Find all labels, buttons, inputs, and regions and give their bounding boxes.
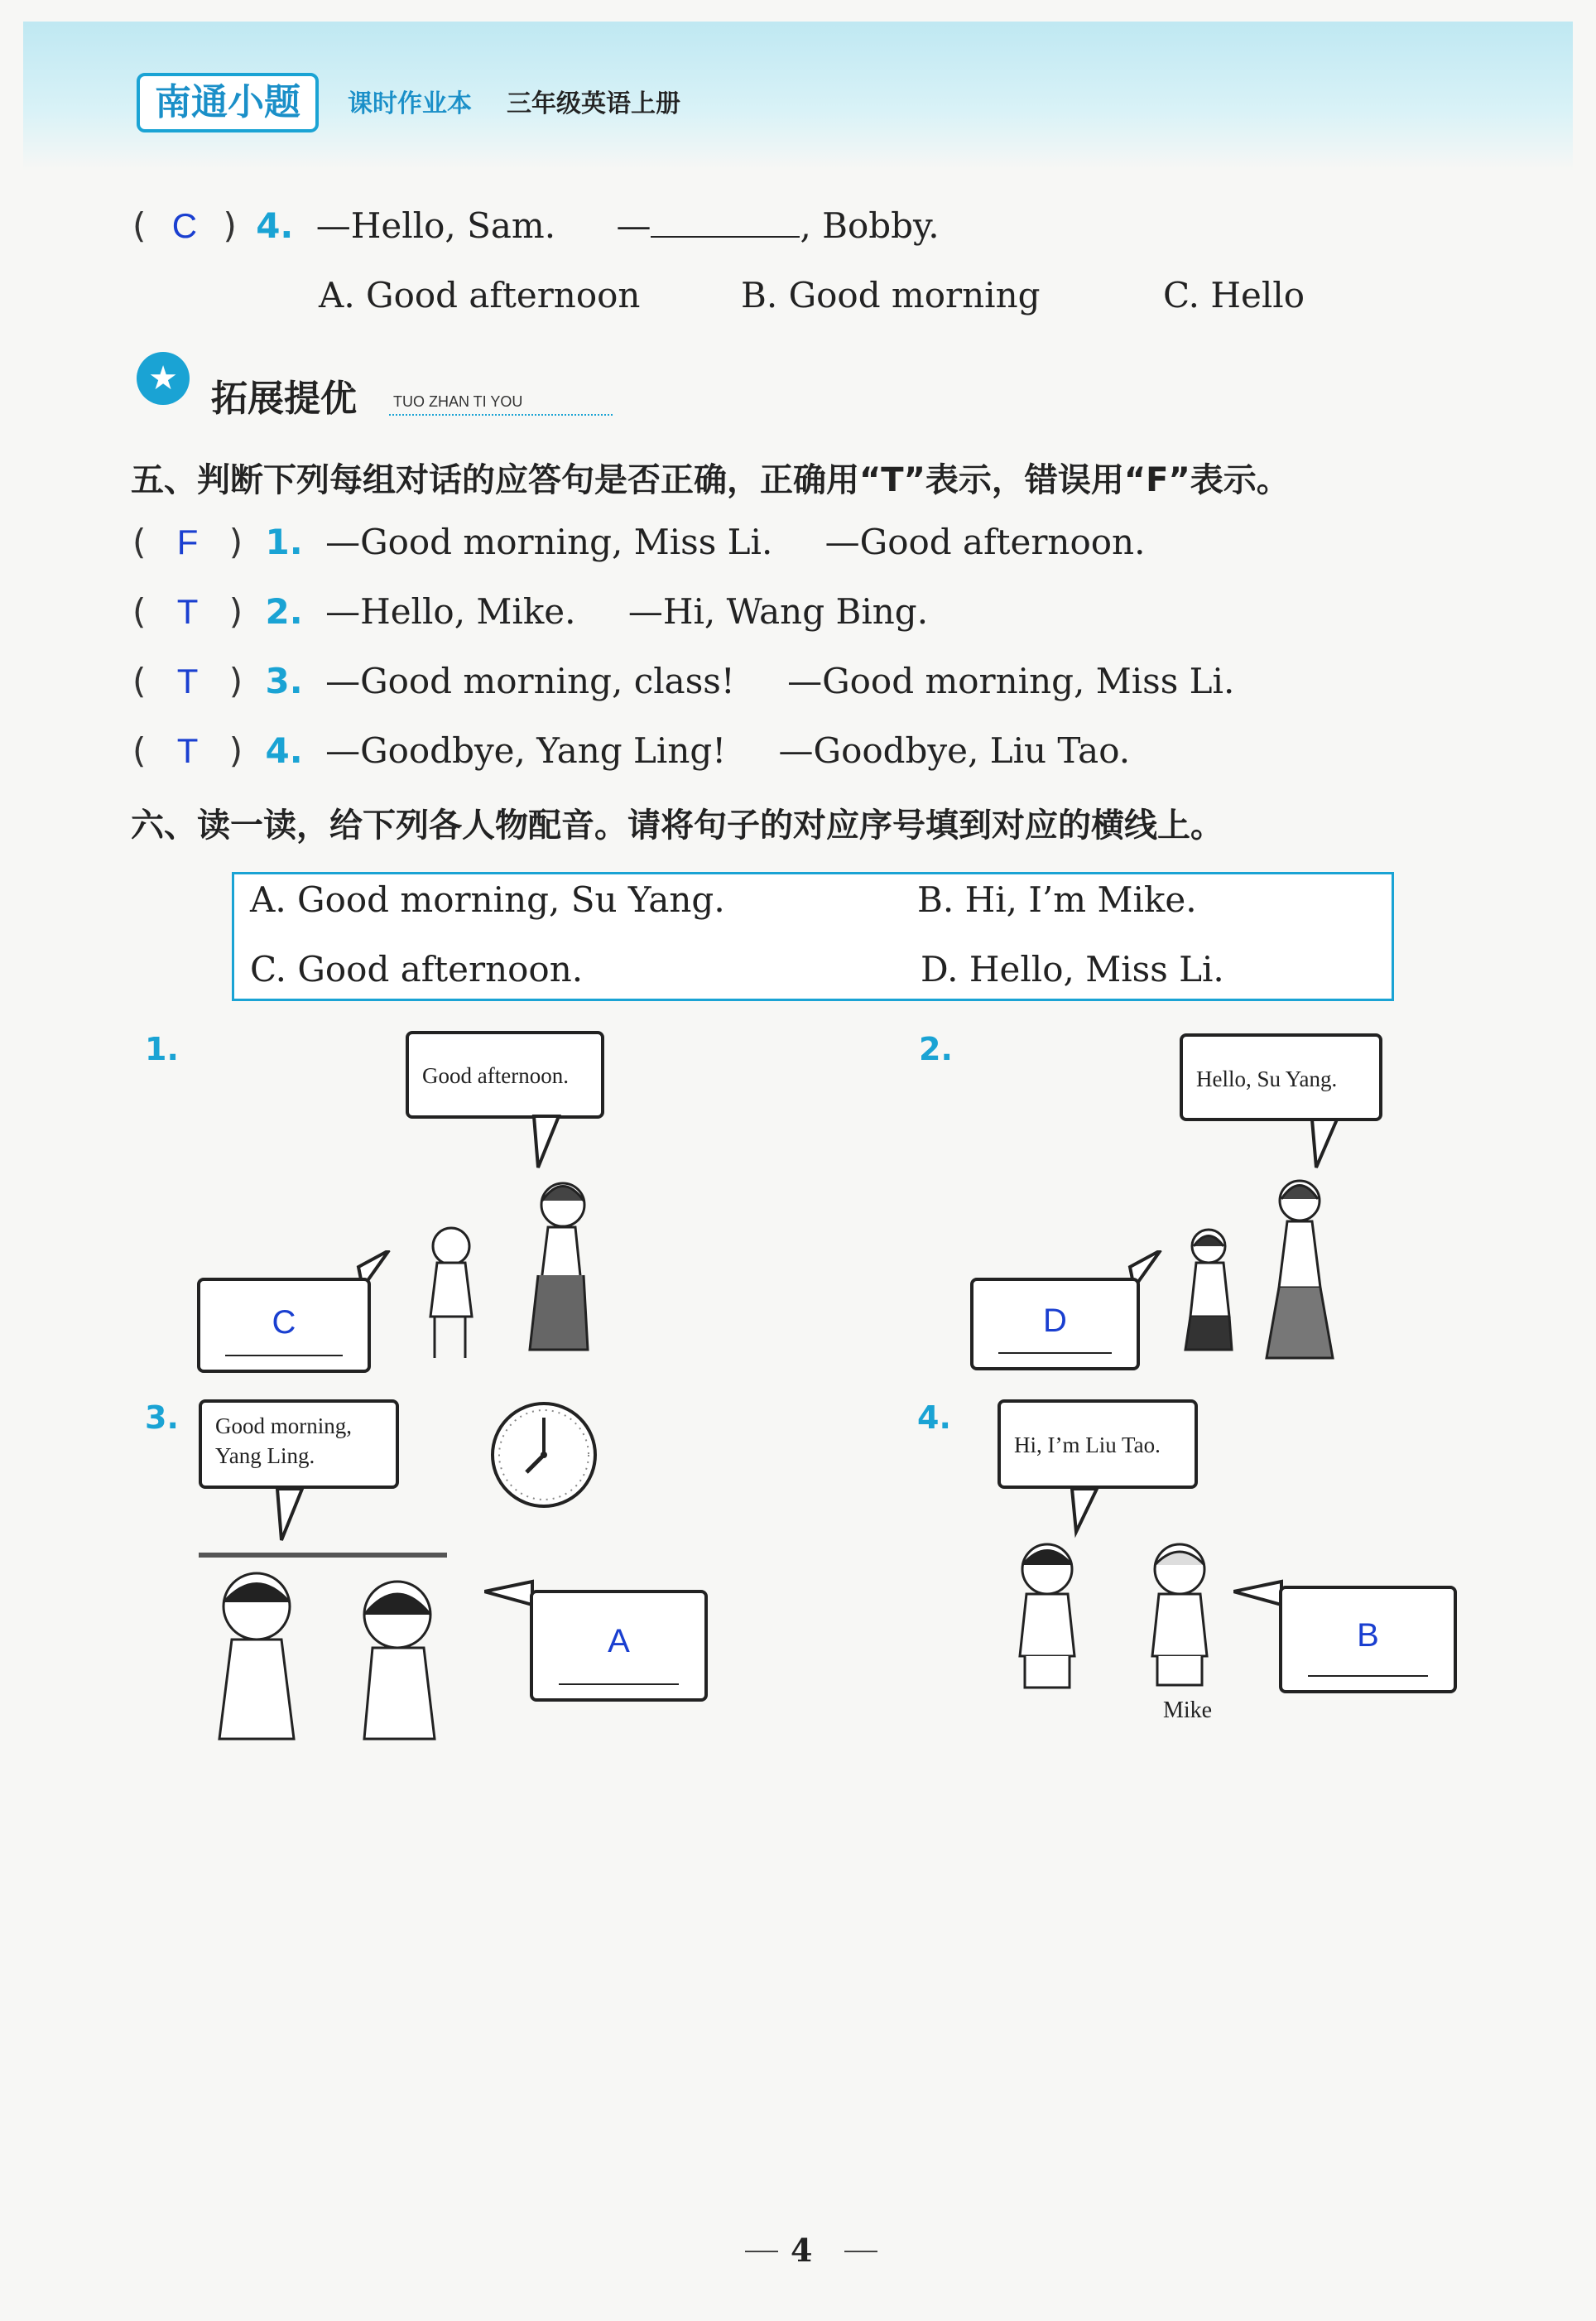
answer-text: A — [608, 1623, 630, 1659]
line-b: —Good morning, Miss Li. — [787, 661, 1235, 701]
page-number-dash — [745, 2251, 778, 2252]
answer-line — [225, 1355, 342, 1356]
answer-mark: T — [176, 662, 199, 701]
answer-bubble-tail — [1233, 1573, 1283, 1623]
answer-text: B — [1357, 1617, 1379, 1654]
prompt-line-c: , Bobby. — [800, 205, 940, 246]
book-title: 三年级英语上册 — [507, 89, 680, 118]
girl-figure — [530, 1183, 588, 1350]
item-number: 2. — [265, 591, 303, 632]
answer-mark: T — [176, 592, 199, 631]
answer-line — [559, 1683, 679, 1685]
picture-number: 2. — [919, 1031, 953, 1067]
prompt-line-a: —Hello, Sam. — [315, 205, 556, 246]
line-a: —Good morning, class! — [325, 661, 735, 701]
option-a: A. Good afternoon — [319, 275, 641, 315]
answer-text: D — [1043, 1303, 1067, 1339]
item-number: 3. — [265, 661, 303, 701]
page-number: 4 — [791, 2232, 813, 2269]
speech-bubble — [199, 1399, 399, 1489]
judge-item — [132, 522, 1145, 562]
judge-item — [132, 661, 1234, 701]
bubble-line: Good morning, — [215, 1413, 352, 1438]
section6-instruction: 六、读一读，给下列各人物配音。请将句子的对应序号填到对应的横线上。 — [131, 807, 1223, 845]
answer-box[interactable] — [530, 1590, 708, 1702]
picture-1-illustration — [406, 1110, 613, 1375]
girl-figure — [1185, 1230, 1232, 1350]
item-number: 1. — [265, 522, 303, 562]
picture-number: 3. — [145, 1399, 179, 1436]
option-b: B. Good morning — [741, 275, 1041, 315]
picture-3-illustration — [199, 1482, 447, 1747]
paren-open: ( — [132, 591, 147, 632]
answer-mark: F — [176, 522, 199, 561]
paren-open: ( — [132, 522, 147, 562]
paren-open: ( — [132, 661, 147, 701]
speech-bubble: Hi, I’m Liu Tao. — [997, 1399, 1198, 1489]
answer-box[interactable] — [197, 1278, 371, 1373]
line-b: —Goodbye, Liu Tao. — [778, 730, 1131, 771]
answer-mark: T — [176, 731, 199, 770]
answer-box[interactable] — [1279, 1586, 1457, 1693]
paren-close: ) — [223, 205, 237, 246]
figure-caption: Mike — [1163, 1697, 1213, 1723]
paren-close: ) — [228, 730, 243, 771]
picture-number: 1. — [145, 1031, 179, 1067]
series-logo: 南通小题 — [137, 73, 319, 132]
boy-figure — [1152, 1544, 1207, 1685]
paren-open: ( — [132, 730, 147, 771]
question-4-prev — [132, 205, 940, 246]
judge-item — [132, 591, 928, 632]
paren-open: ( — [132, 205, 147, 246]
speech-bubble: Hello, Su Yang. — [1180, 1033, 1382, 1121]
question-number: 4. — [256, 205, 294, 246]
line-a: —Goodbye, Yang Ling! — [325, 730, 727, 771]
paren-close: ) — [228, 661, 243, 701]
line-b: —Hi, Wang Bing. — [627, 591, 929, 632]
answer-text: C — [272, 1304, 296, 1341]
choice-d: D. Hello, Miss Li. — [921, 949, 1224, 990]
answer-mark: C — [171, 206, 198, 245]
girl-figure — [364, 1582, 435, 1739]
choice-b: B. Hi, I’m Mike. — [917, 879, 1197, 920]
series-name: 课时作业本 — [348, 89, 472, 118]
girl-figure — [219, 1573, 294, 1739]
line-a: —Hello, Mike. — [325, 591, 576, 632]
teacher-figure — [1267, 1181, 1333, 1358]
answer-bubble-tail — [484, 1573, 534, 1623]
speech-bubble: Good afternoon. — [406, 1031, 604, 1119]
paren-close: ) — [228, 522, 243, 562]
choice-a: A. Good morning, Su Yang. — [250, 879, 725, 920]
section-pinyin: TUO ZHAN TI YOU — [393, 393, 523, 410]
item-number: 4. — [265, 730, 303, 771]
judge-item — [132, 730, 1130, 771]
picture-2-illustration — [1175, 1110, 1382, 1375]
choice-c: C. Good afternoon. — [250, 949, 584, 990]
section-divider — [389, 414, 613, 416]
paren-close: ) — [228, 591, 243, 632]
answer-blank[interactable] — [651, 208, 800, 238]
clock-icon — [488, 1399, 600, 1511]
bubble-line: Yang Ling. — [215, 1443, 315, 1468]
answer-box[interactable] — [970, 1278, 1140, 1370]
answer-line — [1308, 1675, 1428, 1677]
picture-number: 4. — [917, 1399, 951, 1436]
option-c: C. Hello — [1163, 275, 1305, 315]
boy-figure — [430, 1228, 472, 1358]
section5-instruction: 五、判断下列每组对话的应答句是否正确，正确用“T”表示，错误用“F”表示。 — [131, 461, 1290, 499]
line-a: —Good morning, Miss Li. — [325, 522, 773, 562]
answer-line — [998, 1352, 1113, 1354]
picture-4-illustration — [993, 1482, 1242, 1731]
boy-figure — [1020, 1544, 1074, 1688]
prompt-dash: — — [616, 205, 651, 246]
page-number-dash — [844, 2251, 877, 2252]
section-title: 拓展提优 — [211, 378, 357, 420]
line-b: —Good afternoon. — [824, 522, 1146, 562]
star-badge-icon: ★ — [137, 352, 190, 405]
